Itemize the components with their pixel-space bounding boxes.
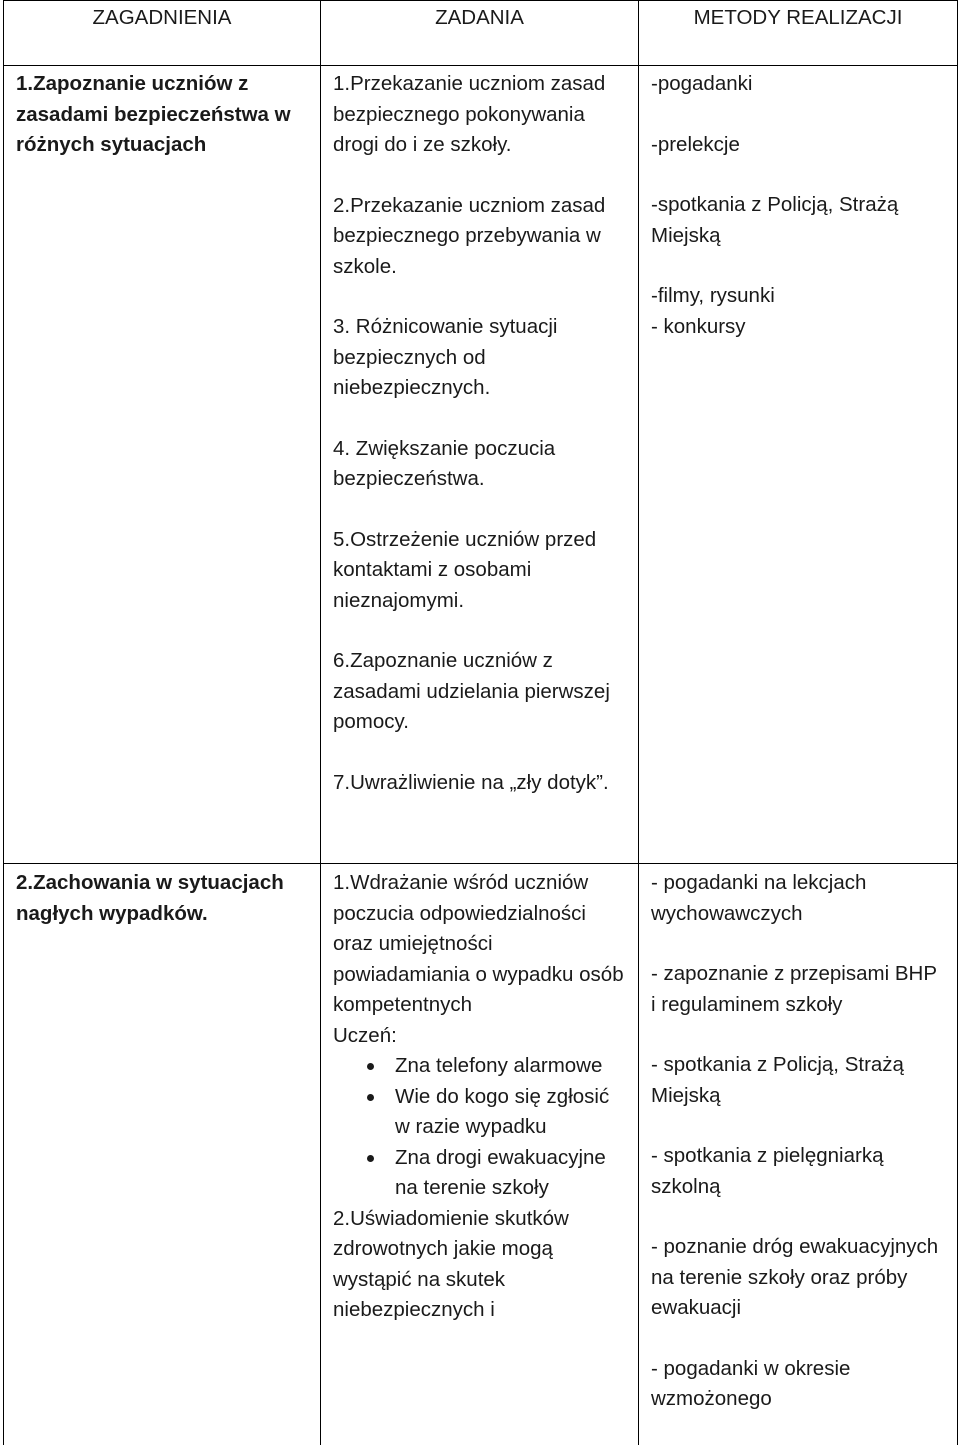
list-item [333,1051,626,1082]
list-item-text: Zna drogi ewakuacyjne na terenie szkoły [395,1145,606,1199]
task-item: 7.Uwrażliwienie na „zły dotyk”. [333,770,609,794]
plan-table [3,0,958,1445]
student-label: Uczeń: [333,1023,397,1047]
task-item: 2.Przekazanie uczniom zasad bezpiecznego przebywania w szkole. [333,193,606,278]
task-item: 4. Zwiększanie poczucia bezpieczeństwa. [333,436,556,490]
method-item: -pogadanki [651,72,753,95]
method-item: -spotkania z Policją, Strażą Miejską [651,193,899,247]
method-item: -prelekcje [651,132,740,156]
table-row [4,66,958,864]
method-item: - poznanie dróg ewakuacyjnych na terenie szkoły oraz próby ewakuacji [651,1235,939,1319]
bullet-icon [367,1155,374,1162]
method-item: - konkursy [651,314,746,338]
topic-cell [4,864,321,1445]
bullet-icon [367,1063,374,1070]
method-item: - spotkania z pielęgniarką szkolną [651,1144,884,1198]
table-row [4,864,958,1445]
tasks-cell [321,66,639,864]
topic-text: 2.Zachowania w sytuacjach nagłych wypadków. [16,871,284,925]
task-item: 6.Zapoznanie uczniów z zasadami udzielania pierwszej pomocy. [333,649,610,733]
task-item: 5.Ostrzeżenie uczniów przed kontaktami z osobami nieznajomymi. [333,527,597,612]
task-item: 1.Wdrażanie wśród uczniów poczucia odpowiedzialności oraz umiejętności powiadamiania o wypadku osób kompetentnych [333,871,624,1016]
header-topics: ZAGADNIENIA [4,1,321,66]
task-item: 3. Różnicowanie sytuacji bezpiecznych od niebezpiecznych. [333,315,558,399]
header-row [4,1,958,66]
method-item: - pogadanki w okresie wzmożonego [651,1356,851,1410]
method-item: -filmy, rysunki [651,284,775,307]
header-methods: METODY REALIZACJI [639,1,958,66]
bullet-icon [367,1094,374,1101]
topic-cell [4,66,321,864]
method-item: - spotkania z Policją, Strażą Miejską [651,1053,904,1107]
task-item: 2.Uświadomienie skutków zdrowotnych jakie mogą wystąpić na skutek niebezpiecznych i [333,1206,569,1321]
list-item-text: Zna telefony alarmowe [395,1054,603,1077]
skills-list [333,1051,626,1204]
header-tasks: ZADANIA [321,1,639,66]
methods-cell [639,66,958,864]
list-item [333,1082,626,1143]
methods-cell [639,864,958,1445]
task-item: 1.Przekazanie uczniom zasad bezpiecznego pokonywania drogi do i ze szkoły. [333,72,606,156]
method-item: - zapoznanie z przepisami BHP i regulaminem szkoły [651,962,937,1016]
list-item-text: Wie do kogo się zgłosić w razie wypadku [395,1084,610,1138]
tasks-cell [321,864,639,1445]
list-item [333,1143,626,1204]
topic-text: 1.Zapoznanie uczniów z zasadami bezpieczeństwa w różnych sytuacjach [16,72,291,156]
method-item: - pogadanki na lekcjach wychowawczych [651,871,867,925]
